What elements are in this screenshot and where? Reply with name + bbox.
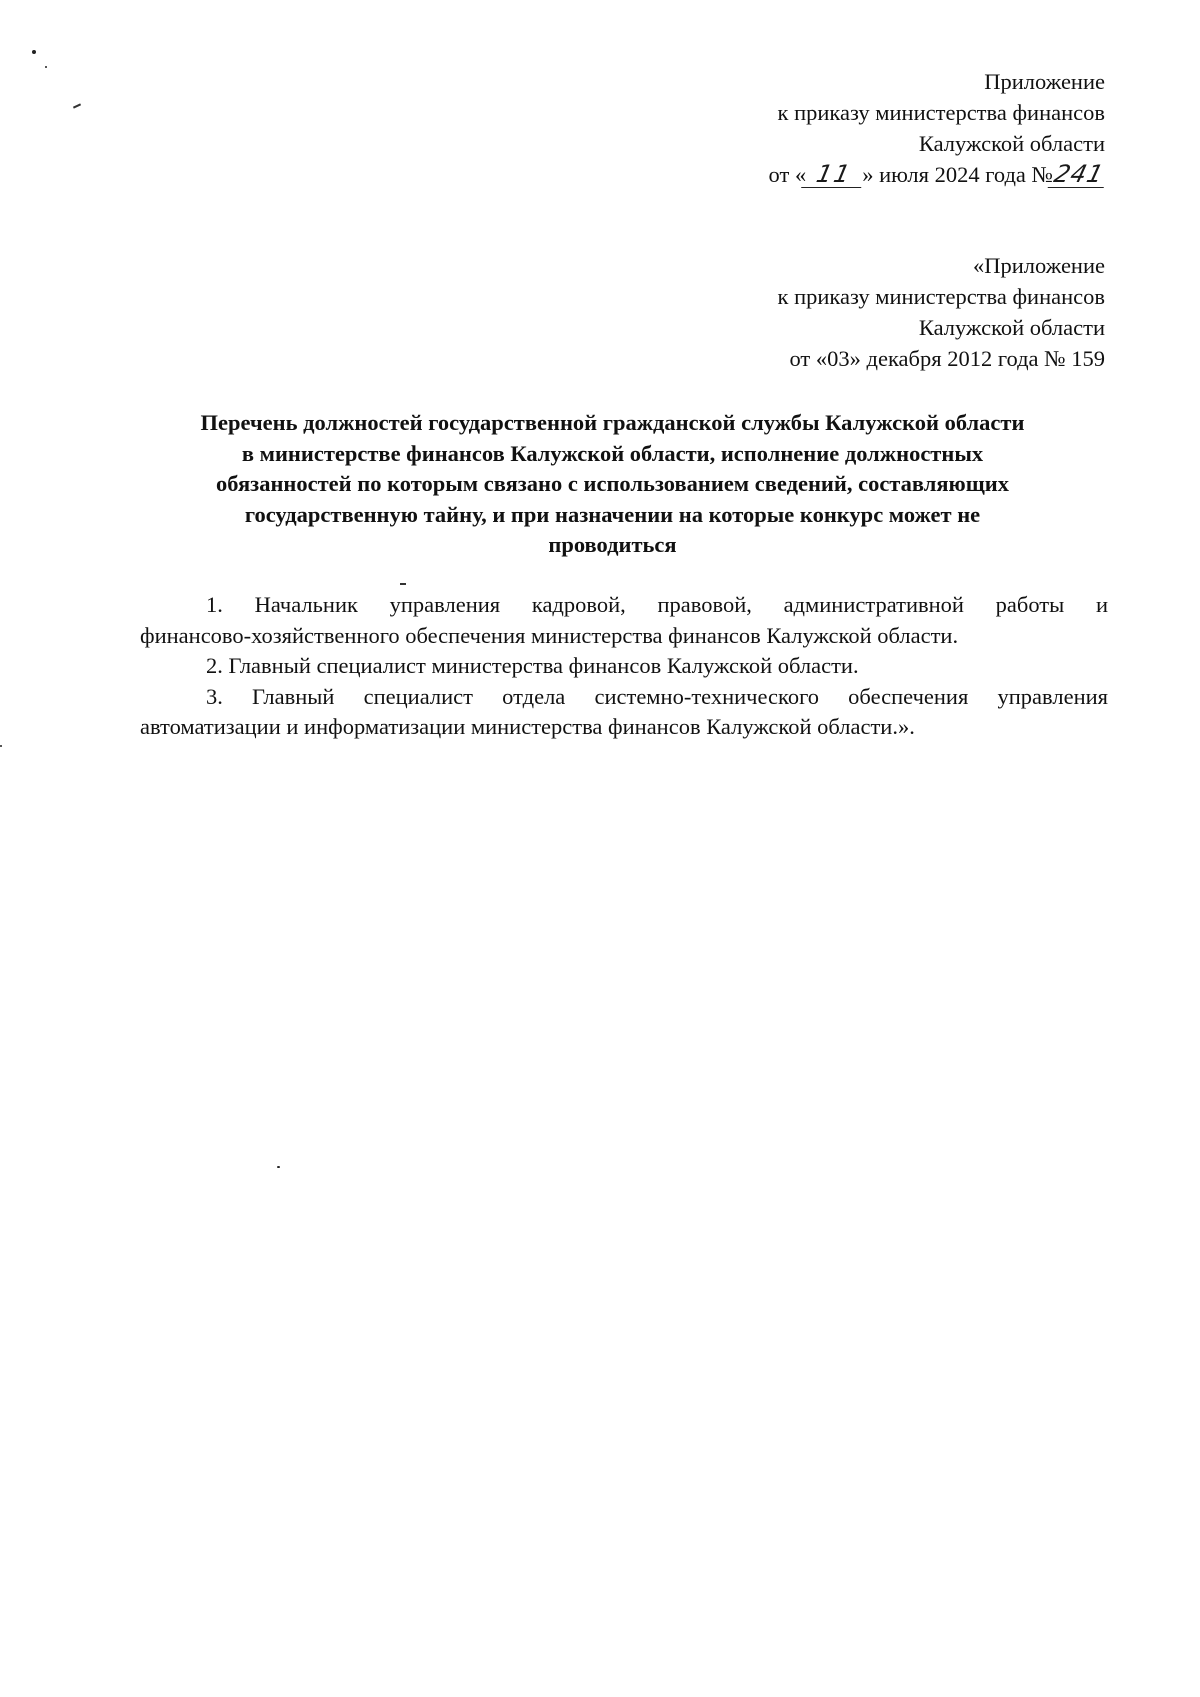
order-date-line: от «03» декабря 2012 года № 159 [789,346,1105,371]
order-reference: к приказу министерства финансов [777,100,1105,125]
scan-mark [73,103,81,108]
scan-speck [32,50,36,54]
scan-speck [277,1166,280,1168]
scan-speck [45,66,47,68]
handwritten-day: 11 [803,159,866,190]
list-item-text: 3. Главный специалист отдела системно-технического обеспечения управления [206,683,1108,709]
title-line: в министерстве финансов Калужской области, исполнение должностных [241,440,984,466]
region-name: Калужской области [918,315,1105,340]
list-item-text: 2. Главный специалист министерства финансов Калужской области. [206,653,859,678]
title-line: Перечень должностей государственной гражданской службы Калужской области [200,410,1025,435]
positions-list [140,590,1108,743]
document-title [130,408,1095,561]
title-line: обязанностей по которым связано с использованием сведений, составляющих [216,471,1009,496]
handwritten-order-number: 241 [1049,159,1109,190]
appendix-header-original [778,250,1105,374]
date-middle: » июля 2024 года № [862,162,1053,187]
list-item [140,651,1108,682]
list-item [140,590,1108,651]
list-item [140,682,1108,743]
date-prefix: от « [768,162,807,187]
order-reference: к приказу министерства финансов [777,284,1105,309]
title-line: государственную тайну, и при назначении на которые конкурс может не [244,501,981,527]
scan-speck [0,745,2,747]
appendix-header-current [768,66,1108,190]
appendix-label: Приложение [984,69,1105,94]
title-line: проводиться [548,532,677,557]
scan-mark [400,583,406,585]
list-item-text: автоматизации и информатизации министерства финансов Калужской области.». [140,714,915,739]
list-item-text: 1. Начальник управления кадровой, правовой, административной работы и [206,592,1108,617]
region-name: Калужской области [918,131,1105,156]
appendix-label: «Приложение [972,253,1105,278]
list-item-text: финансово-хозяйственного обеспечения министерства финансов Калужской области. [140,622,959,648]
order-date-line [768,159,1108,190]
